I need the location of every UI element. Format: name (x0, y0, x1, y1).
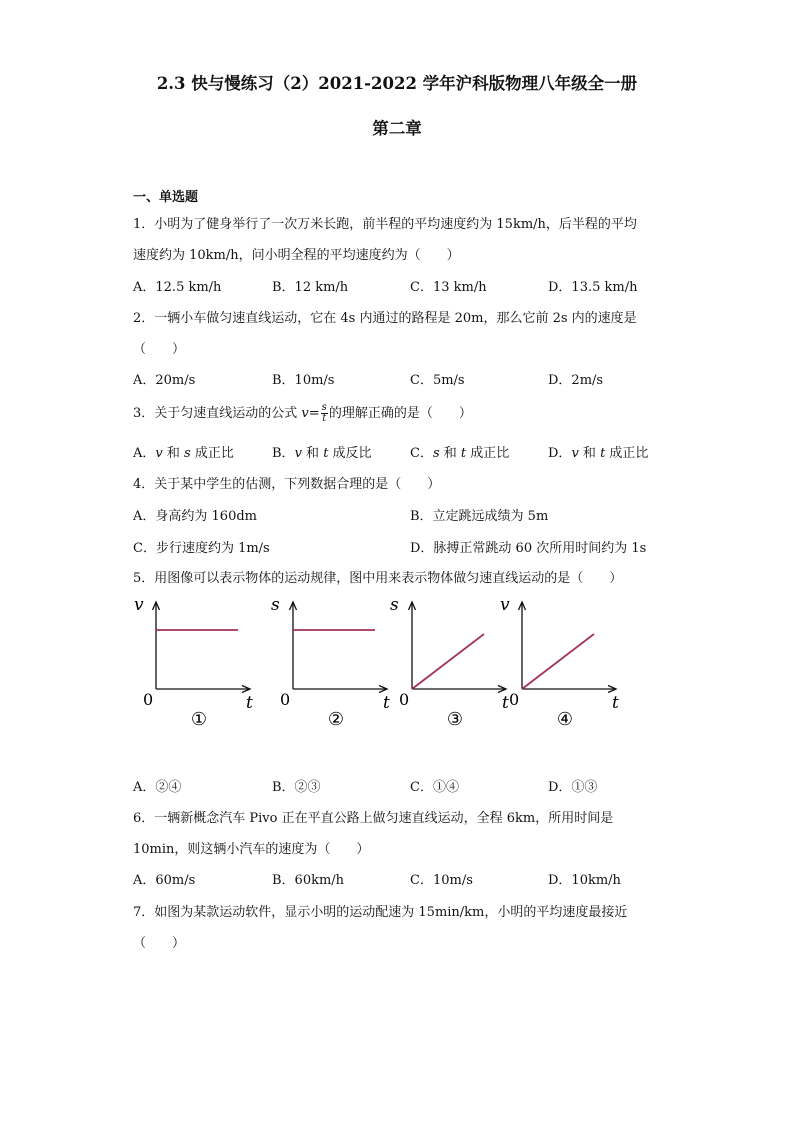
graph-3-data-line (412, 634, 484, 689)
graph-1-caption: ① (190, 709, 208, 730)
document-title-line-2: 第二章 (372, 119, 422, 138)
q6-option-a: A．60m/s (133, 873, 196, 888)
q5-option-c: C．①④ (410, 780, 459, 795)
q2-option-a: A．20m/s (133, 373, 196, 388)
q4-option-c: C．步行速度约为 1m/s (133, 541, 270, 556)
q3-option-d: D．v 和 t 成正比 (548, 446, 649, 461)
q1-option-a: A．12.5 km/h (133, 280, 222, 295)
q2-option-c: C．5m/s (410, 373, 465, 388)
q3-formula-fraction (321, 403, 328, 424)
q2-option-b: B．10m/s (272, 373, 335, 388)
section-heading: 一、单选题 (133, 190, 199, 205)
q4-option-b: B．立定跳远成绩为 5m (410, 509, 549, 524)
q3-option-b: B．v 和 t 成反比 (272, 446, 372, 461)
graph-4-data-line (522, 634, 594, 689)
q3-formula-v: v (301, 406, 309, 421)
graph-2-caption: ② (327, 709, 345, 730)
graph-3-caption: ③ (446, 709, 464, 730)
q3-option-a: A．v 和 s 成正比 (133, 446, 234, 461)
q2-option-d: D．2m/s (548, 373, 604, 388)
q1-option-b: B．12 km/h (272, 280, 349, 295)
question-5-text: 5．用图像可以表示物体的运动规律，图中用来表示物体做匀速直线运动的是（ ） (133, 571, 623, 586)
question-3-text (133, 402, 472, 424)
question-2-text-cont: （ ） (133, 342, 186, 357)
graph-4-caption: ④ (556, 709, 574, 730)
question-7-text-cont: （ ） (133, 936, 186, 951)
q5-motion-graphs (120, 590, 640, 740)
q3-formula-numerator: s (321, 402, 327, 413)
graph-4-x-label: t (612, 693, 619, 713)
graph-1-y-label: v (134, 595, 144, 615)
q1-option-c: C．13 km/h (410, 280, 487, 295)
q6-option-c: C．10m/s (410, 873, 473, 888)
q5-option-a: A．②④ (133, 780, 182, 795)
graph-4-origin-label: 0 (509, 690, 520, 709)
question-6-text: 6．一辆新概念汽车 Pivo 正在平直公路上做匀速直线运动，全程 6km，所用时间是 (133, 811, 614, 826)
graph-3-x-label: t (502, 693, 509, 713)
question-6-text-cont: 10min，则这辆小汽车的速度为（ ） (133, 842, 370, 857)
q5-option-d: D．①③ (548, 780, 598, 795)
question-1-text-cont: 速度约为 10km/h，问小明全程的平均速度约为（ ） (133, 248, 460, 263)
q3-suffix: 的理解正确的是（ ） (328, 406, 472, 421)
graph-3-origin-label: 0 (399, 690, 410, 709)
graph-1-origin-label: 0 (143, 690, 154, 709)
document-title-line-1: 2.3 快与慢练习（2）2021-2022 学年沪科版物理八年级全一册 (156, 74, 638, 93)
graph-1-x-label: t (246, 693, 253, 713)
q5-option-b: B．②③ (272, 780, 321, 795)
q3-option-c: C．s 和 t 成正比 (410, 446, 510, 461)
q6-option-b: B．60km/h (272, 873, 345, 888)
q3-formula-denominator: t (322, 413, 327, 424)
graph-3-y-label: s (390, 595, 399, 615)
q1-option-d: D．13.5 km/h (548, 280, 638, 295)
q4-option-d: D．脉搏正常跳动 60 次所用时间约为 1s (410, 541, 647, 556)
graph-4-y-label: v (500, 595, 510, 615)
question-7-text: 7．如图为某款运动软件，显示小明的运动配速为 15min/km，小明的平均速度最接近 (133, 905, 628, 920)
graph-2-y-label: s (271, 595, 280, 615)
question-4-text: 4．关于某中学生的估测，下列数据合理的是（ ） (133, 477, 441, 492)
question-1-text: 1．小明为了健身举行了一次万米长跑，前半程的平均速度约为 15km/h，后半程的平均 (133, 217, 637, 232)
graph-2-origin-label: 0 (280, 690, 291, 709)
q3-formula-eq: = (308, 406, 320, 421)
q4-option-a: A．身高约为 160dm (133, 509, 257, 524)
graph-2-x-label: t (383, 693, 390, 713)
question-2-text: 2．一辆小车做匀速直线运动，它在 4s 内通过的路程是 20m，那么它前 2s 内的速度是 (133, 311, 637, 326)
q3-prefix: 3．关于匀速直线运动的公式 (133, 406, 302, 421)
q6-option-d: D．10km/h (548, 873, 621, 888)
